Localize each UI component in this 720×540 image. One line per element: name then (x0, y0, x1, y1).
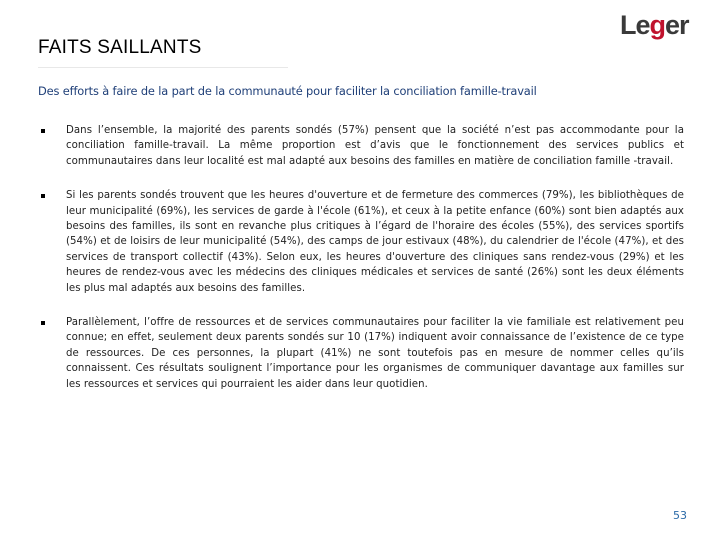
bullet-text: Si les parents sondés trouvent que les heures d'ouverture et de fermeture des commerces (79%), les bibliothèques de leur municipalité (69%), les services de garde à l'école (61%), et ceux à la petite enfance (60%) sont bien adaptés aux besoins des familles, ils sont en revanche plus critiques à l’égard de l'horaire des écoles (55%), des services sportifs (54%) et de loisirs de leur municipalité (54%), des camps de jour estivaux (48%), du calendrier de l'école (47%), et des services de transport collectif (43%). Selon eux, les heures d'ouverture des cliniques sans rendez-vous (29%) et les heures de rendez-vous avec les médecins des cliniques médicales et services de santé (26%) sont les deux éléments les plus mal adaptés aux besoins des familles. (66, 190, 684, 294)
bullet-marker-icon (41, 129, 45, 133)
list-item (38, 188, 684, 296)
page-number: 53 (673, 509, 687, 522)
list-item (38, 123, 684, 169)
leger-logo (612, 8, 698, 46)
page-title: FAITS SAILLANTS (38, 37, 202, 58)
list-item (38, 315, 684, 392)
bullet-text: Parallèlement, l’offre de ressources et de services communautaires pour faciliter la vie familiale est relativement peu connue; en effet, seulement deux parents sondés sur 10 (17%) indiquent avoir connaissance de l’existence de ce type de ressources. De ces personnes, la plupart (41%) ne sont toutefois pas en mesure de nommer celles qu’ils connaissent. Ces résultats soulignent l’importance pour les organismes de communiquer davantage aux familles sur les ressources et services qui pourraient les aider dans leur quotidien. (66, 317, 684, 390)
bullet-text: Dans l’ensemble, la majorité des parents sondés (57%) pensent que la société n’est pas accommodante pour la conciliation famille-travail. La même proportion est d’avis que le fonctionnement des services publics et communautaires dans leur localité est mal adapté aux besoins des familles en matière de conciliation famille -travail. (66, 125, 684, 167)
bullet-marker-icon (41, 194, 45, 198)
bullet-marker-icon (41, 321, 45, 325)
title-divider (38, 67, 288, 68)
logo-text: Leger (620, 10, 689, 40)
bullet-list (38, 123, 684, 411)
section-subtitle: Des efforts à faire de la part de la communauté pour faciliter la conciliation famille-travail (38, 84, 537, 98)
